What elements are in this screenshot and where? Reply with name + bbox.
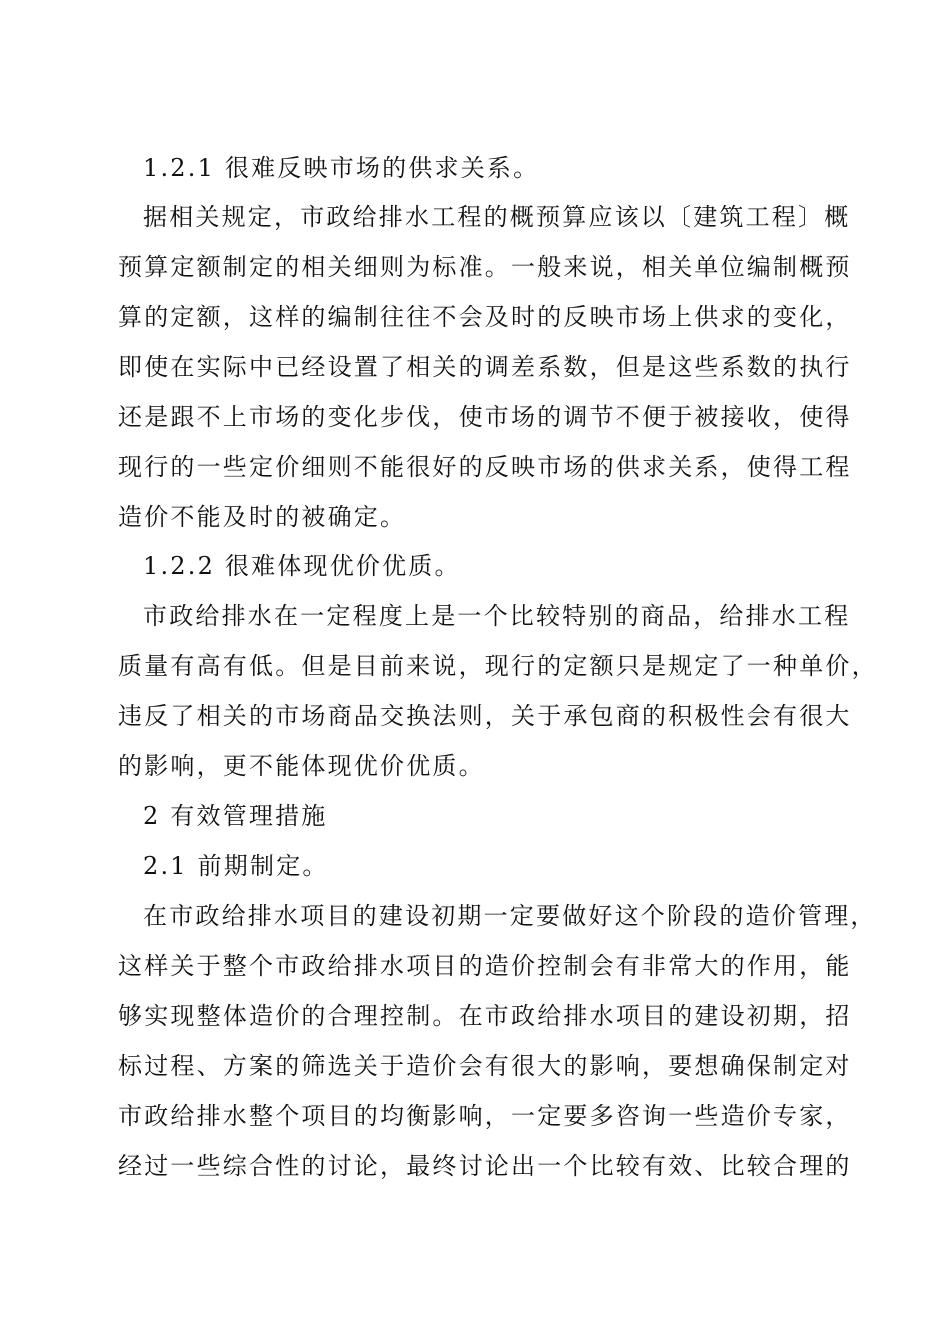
paragraph-line: 算的定额，这样的编制往往不会及时的反映市场上供求的变化， [118,303,852,331]
paragraph-line: 质量有高有低。但是目前来说，现行的定额只是规定了一种单价， [118,652,878,680]
paragraph-line: 即使在实际中已经设置了相关的调差系数，但是这些系数的执行 [118,353,852,381]
paragraph-line: 还是跟不上市场的变化步伐，使市场的调节不便于被接收，使得 [118,403,852,431]
paragraph-line: 够实现整体造价的合理控制。在市政给排水项目的建设初期，招 [118,1002,852,1030]
paragraph-line: 这样关于整个市政给排水项目的造价控制会有非常大的作用，能 [118,952,852,980]
paragraph-line: 违反了相关的市场商品交换法则，关于承包商的积极性会有很大 [118,702,852,730]
paragraph-line: 的影响，更不能体现优价优质。 [118,752,485,780]
paragraph-line: 造价不能及时的被确定。 [118,503,407,531]
paragraph-line: 预算定额制定的相关细则为标准。一般来说，相关单位编制概预 [118,253,852,281]
subheading-1-2-2: 1.2.2 很难体现优价优质。 [143,552,461,580]
paragraph-line: 经过一些综合性的讨论，最终讨论出一个比较有效、比较合理的 [118,1152,852,1180]
paragraph-line: 据相关规定，市政给排水工程的概预算应该以〔建筑工程〕概 [143,203,851,231]
paragraph-line: 现行的一些定价细则不能很好的反映市场的供求关系，使得工程 [118,453,852,481]
subheading-2-1: 2.1 前期制定。 [143,852,329,880]
paragraph-line: 市政给排水整个项目的均衡影响，一定要多咨询一些造价专家， [118,1102,852,1130]
paragraph-line: 市政给排水在一定程度上是一个比较特别的商品，给排水工程 [143,602,851,630]
paragraph-line: 在市政给排水项目的建设初期一定要做好这个阶段的造价管理， [143,902,877,930]
subheading-1-2-1: 1.2.1 很难反映市场的供求关系。 [143,154,540,182]
paragraph-line: 标过程、方案的筛选关于造价会有很大的影响，要想确保制定对 [118,1052,852,1080]
section-heading-2: 2 有效管理措施 [143,802,328,830]
